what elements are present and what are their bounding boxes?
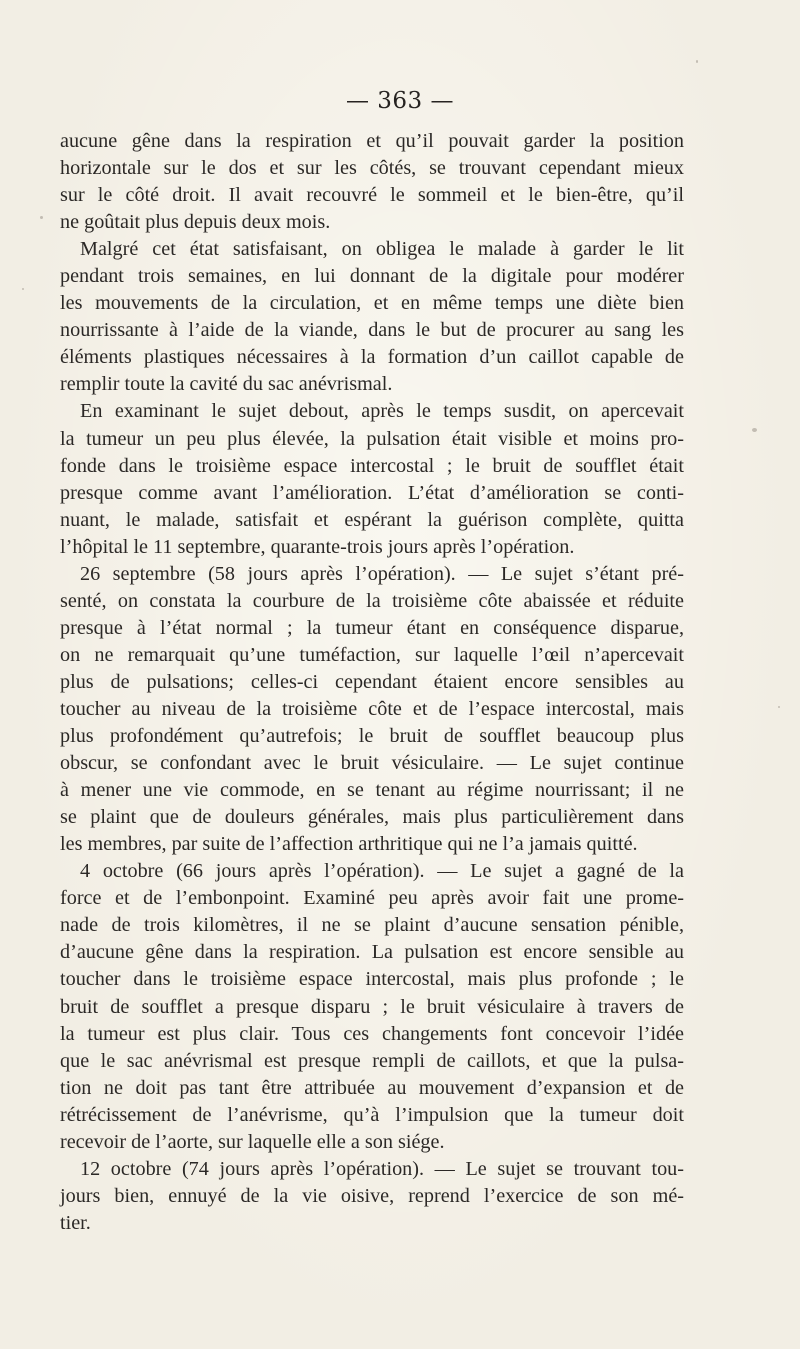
scan-speck <box>40 216 43 219</box>
text-line: les membres, par suite de l’affection arthritique qui ne l’a jamais quitté. <box>60 833 638 856</box>
text-line: Malgré cet état satisfaisant, on obligea le malade à garder le lit <box>80 238 684 261</box>
text-line: que le sac anévrismal est presque rempli de caillots, et que la pulsa- <box>60 1049 684 1072</box>
text-line: la tumeur est plus clair. Tous ces changements font concevoir l’idée <box>60 1022 684 1045</box>
text-line: d’aucune gêne dans la respiration. La pulsation est encore sensible au <box>60 941 684 964</box>
text-line: recevoir de l’aorte, sur laquelle elle a son siége. <box>60 1130 445 1153</box>
text-line: horizontale sur le dos et sur les côtés, se trouvant cependant mieux <box>60 157 684 180</box>
text-line: toucher au niveau de la troisième côte et de l’espace intercostal, mais <box>60 697 684 720</box>
text-line: nuant, le malade, satisfait et espérant la guérison complète, quitta <box>60 508 684 531</box>
text-line: rétrécissement de l’anévrisme, qu’à l’impulsion que la tumeur doit <box>60 1103 684 1126</box>
text-line: obscur, se confondant avec le bruit vésiculaire. — Le sujet continue <box>60 752 684 775</box>
text-line: se plaint que de douleurs générales, mais plus particulièrement dans <box>60 806 684 829</box>
text-line: jours bien, ennuyé de la vie oisive, reprend l’exercice de son mé- <box>60 1184 684 1207</box>
text-line: senté, on constata la courbure de la troisième côte abaissée et réduite <box>60 589 684 612</box>
text-line: aucune gêne dans la respiration et qu’il pouvait garder la position <box>60 130 684 152</box>
text-line: sur le côté droit. Il avait recouvré le sommeil et le bien-être, qu’il <box>60 184 684 207</box>
text-line: toucher dans le troisième espace intercostal, mais plus profonde ; le <box>60 968 684 991</box>
text-line: tion ne doit pas tant être attribuée au mouvement d’expansion et de <box>60 1076 684 1099</box>
scan-speck <box>696 60 698 63</box>
text-line: 4 octobre (66 jours après l’opération). — Le sujet a gagné de la <box>80 860 684 883</box>
text-line: force et de l’embonpoint. Examiné peu après avoir fait une prome- <box>60 887 684 910</box>
text-line: la tumeur un peu plus élevée, la pulsation était visible et moins pro- <box>60 427 684 450</box>
text-line: l’hôpital le 11 septembre, quarante-trois jours après l’opération. <box>60 535 575 558</box>
text-line: les mouvements de la circulation, et en même temps une diète bien <box>60 292 684 315</box>
text-line: remplir toute la cavité du sac anévrismal. <box>60 373 393 396</box>
text-line: presque comme avant l’amélioration. L’état d’amélioration se conti- <box>60 481 684 504</box>
text-line: éléments plastiques nécessaires à la formation d’un caillot capable de <box>60 346 684 369</box>
text-line: presque à l’état normal ; la tumeur étant en conséquence disparue, <box>60 616 684 639</box>
scan-speck <box>22 288 24 290</box>
text-line: plus profondément qu’autrefois; le bruit de soufflet beaucoup plus <box>60 725 684 748</box>
page-number: — 363 — <box>345 88 455 114</box>
text-line: 26 septembre (58 jours après l’opération). — Le sujet s’étant pré- <box>80 562 684 585</box>
text-line: tier. <box>60 1211 91 1234</box>
body-text <box>60 128 684 1237</box>
scan-speck <box>752 428 757 432</box>
text-line: nade de trois kilomètres, il ne se plaint d’aucune sensation pénible, <box>60 914 684 937</box>
text-line: on ne remarquait qu’une tuméfaction, sur laquelle l’œil n’apercevait <box>60 643 684 666</box>
text-line: pendant trois semaines, en lui donnant de la digitale pour modérer <box>60 265 684 288</box>
text-line: plus de pulsations; celles-ci cependant étaient encore sensibles au <box>60 670 684 693</box>
text-line: bruit de soufflet a presque disparu ; le bruit vésiculaire à travers de <box>60 995 684 1018</box>
text-line: fonde dans le troisième espace intercostal ; le bruit de soufflet était <box>60 454 684 477</box>
scan-speck <box>778 706 780 708</box>
text-line: En examinant le sujet debout, après le temps susdit, on apercevait <box>80 400 684 423</box>
text-line: à mener une vie commode, en se tenant au régime nourrissant; il ne <box>60 779 684 802</box>
text-line: nourrissante à l’aide de la viande, dans le but de procurer au sang les <box>60 319 684 342</box>
text-line: 12 octobre (74 jours après l’opération). — Le sujet se trouvant tou- <box>80 1157 684 1180</box>
text-line: ne goûtait plus depuis deux mois. <box>60 211 331 234</box>
